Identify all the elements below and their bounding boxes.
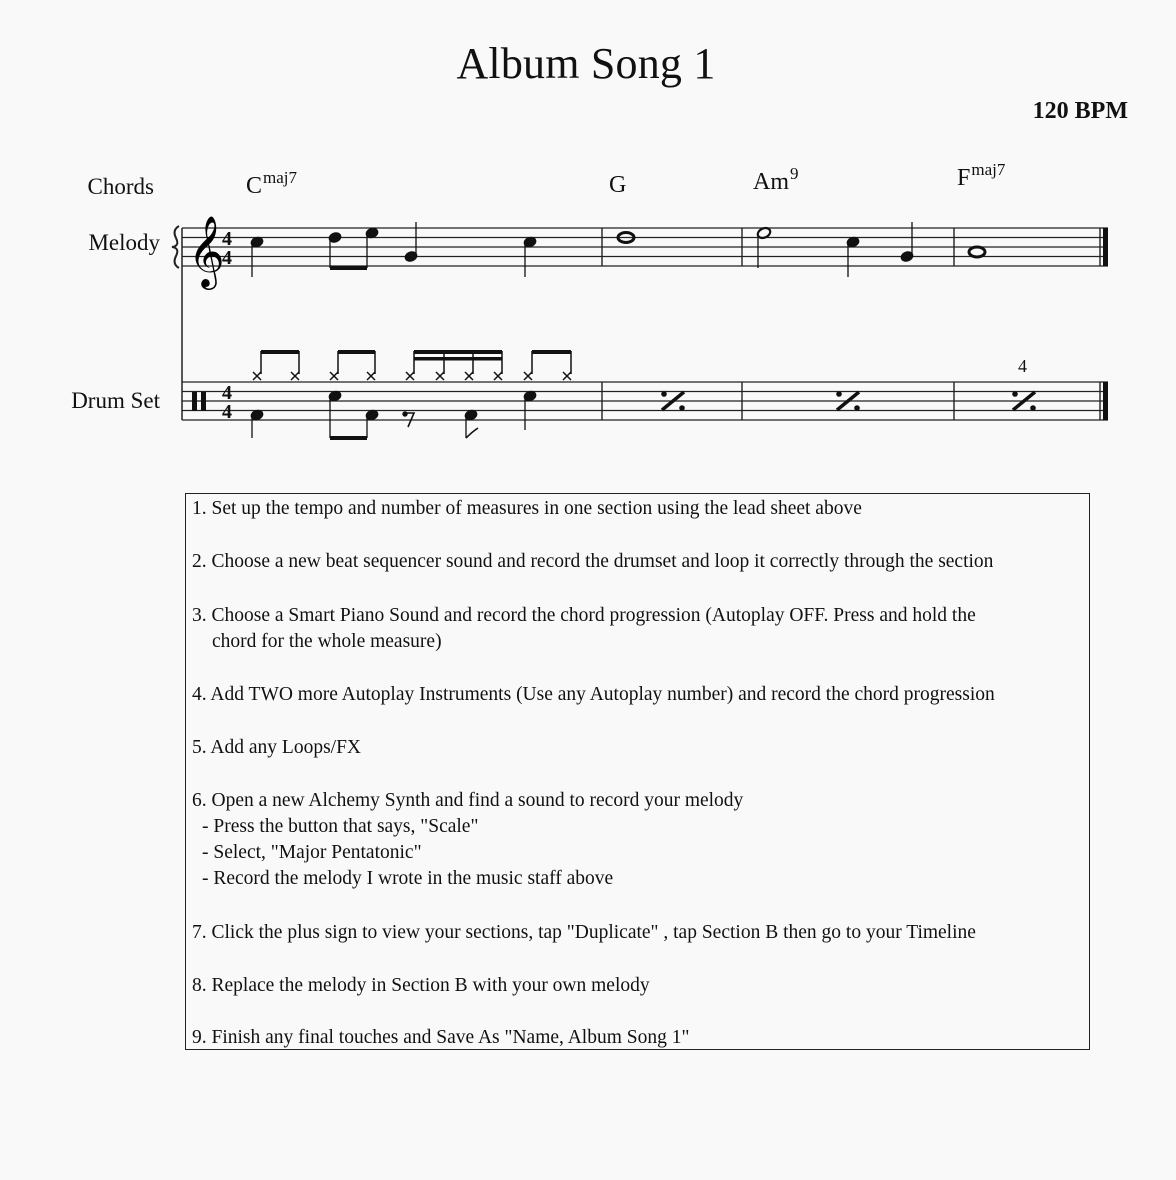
drumset-label: Drum Set [71,388,160,413]
melody-measure-1 [250,222,537,277]
step-2: 2. Choose a new beat sequencer sound and record the drumset and loop it correctly through the section [192,551,994,572]
chord-symbol-2: G [609,172,627,198]
svg-text:4: 4 [222,228,232,250]
chord-symbol-4: $F^{maj7}$ [957,160,1006,191]
step-1: 1. Set up the tempo and number of measures in one section using the lead sheet above [192,498,862,519]
melody-measure-3 [756,222,914,277]
chord-symbol-3: Am$^9$ [753,164,799,195]
step-6: 6. Open a new Alchemy Synth and find a sound to record your melody - Press the button that says, "Scale" - Select, "Major Pentatonic" - Record the melody I wrote in the music staff above [192,790,744,889]
svg-text:4: 4 [222,401,232,423]
melody-label: Melody [88,230,160,255]
step-5: 5. Add any Loops/FX [192,737,362,758]
step-4: 4. Add TWO more Autoplay Instruments (Use any Autoplay number) and record the chord progression [192,684,995,705]
final-barlines [1103,228,1108,420]
instructions-box [185,493,1090,1050]
time-signature-drums [222,382,232,423]
drum-kick-snare [250,390,537,438]
tempo-marking: 120 BPM [1032,98,1128,124]
step-7: 7. Click the plus sign to view your sections, tap "Duplicate" , tap Section B then go to your Timeline [192,922,976,943]
step-8: 8. Replace the melody in Section B with your own melody [192,975,650,996]
step-9: 9. Finish any final touches and Save As "Name, Album Song 1" [192,1027,690,1048]
step-3: 3. Choose a Smart Piano Sound and record the chord progression (Autoplay OFF. Press and hold the chord for the whole measure) [192,605,976,652]
melody-brace [172,226,179,268]
svg-text:4: 4 [222,382,232,404]
treble-clef: 𝄞 [188,214,225,287]
drum-hihats [253,351,571,380]
drum-staff [182,382,1108,420]
svg-text:4: 4 [222,247,232,269]
measure-count-label: 4 [1018,356,1027,376]
chord-symbol-1: $C^{maj7}$ [246,168,298,199]
drum-beams [261,350,571,361]
time-signature-melody [222,228,232,269]
chords-label: Chords [87,174,154,199]
melody-staff [182,228,1108,266]
melody-measure-4 [969,247,985,257]
music-score [0,0,1176,470]
song-title: Album Song 1 [456,39,716,88]
